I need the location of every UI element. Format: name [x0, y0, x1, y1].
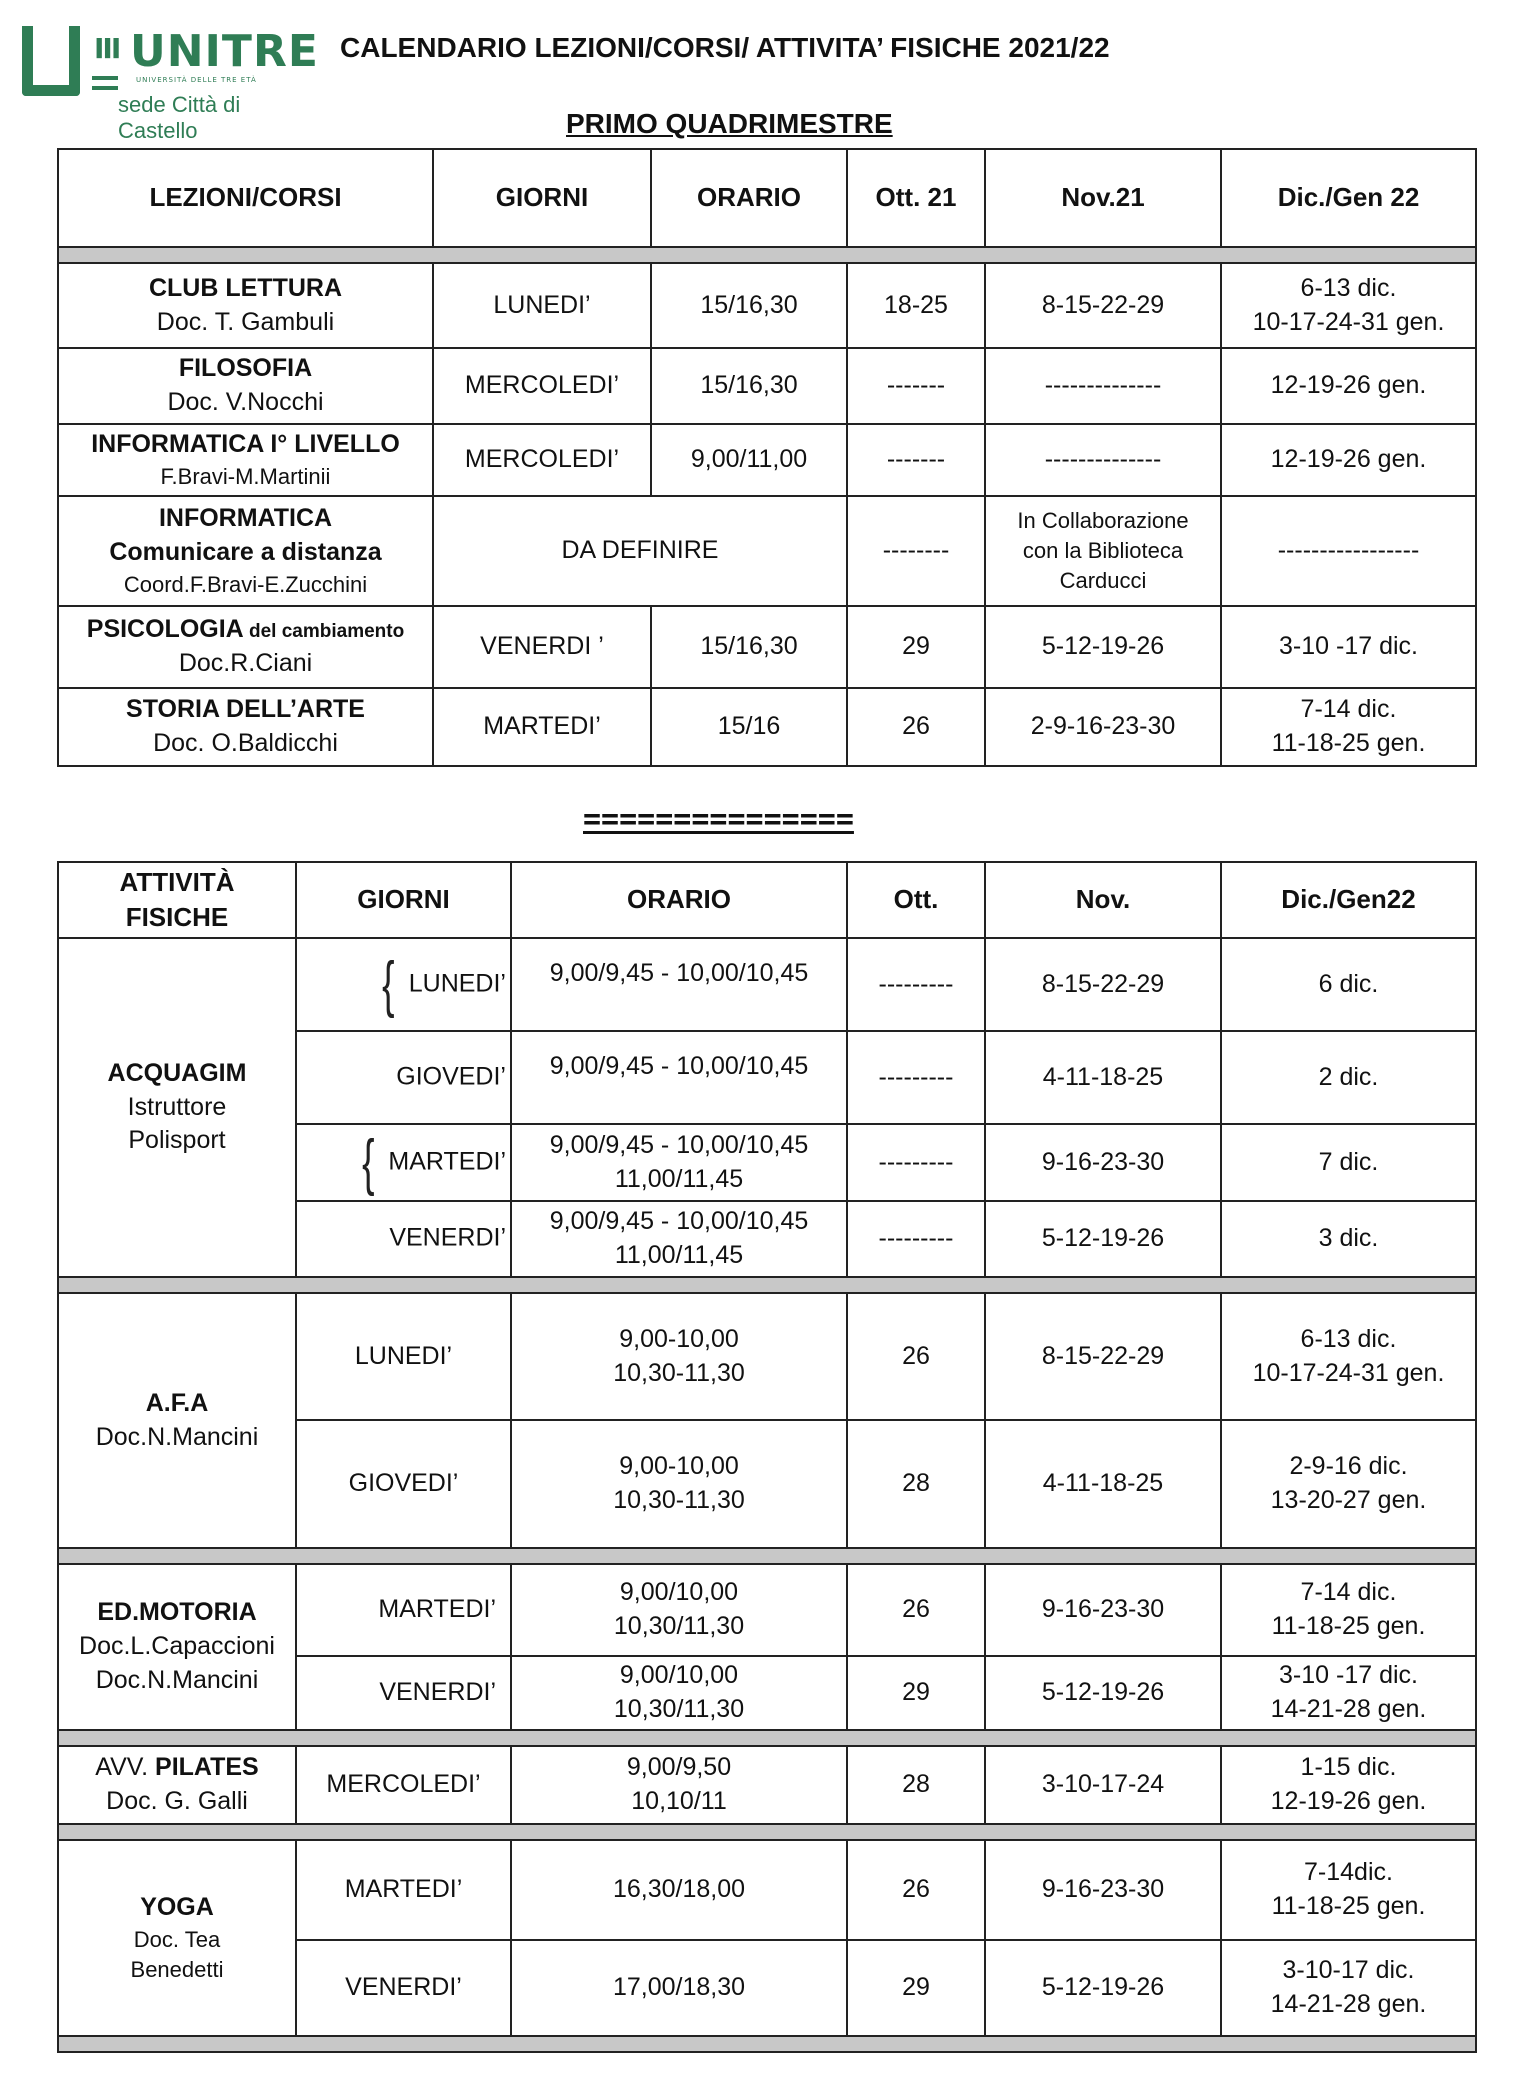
activity-time: 9,00/9,45 - 10,00/10,45	[549, 1130, 809, 1159]
course-oct: -------	[847, 424, 985, 496]
col-header-nov: Nov.21	[985, 149, 1221, 247]
activity-jan: 13-20-27 gen.	[1270, 1486, 1427, 1514]
activity-oct: 26	[847, 1564, 985, 1656]
course-dec: 7-14 dic.	[1300, 695, 1397, 724]
activity-nov: 8-15-22-29	[985, 938, 1221, 1031]
activity-oct: 26	[847, 1840, 985, 1940]
course-teacher: Doc.R.Ciani	[178, 649, 313, 677]
course-time: 15/16,30	[651, 606, 847, 688]
col-header-dec-jan: Dic./Gen 22	[1221, 149, 1476, 247]
activity-dec: 7-14dic.	[1304, 1858, 1393, 1887]
activity-nov: 9-16-23-30	[985, 1840, 1221, 1940]
activity-day: VENERDI’	[296, 1940, 511, 2036]
course-time: 15/16,30	[651, 263, 847, 348]
table-row	[58, 688, 1476, 766]
col-header-courses: LEZIONI/CORSI	[58, 149, 433, 247]
course-teacher: F.Bravi-M.Martinii	[160, 464, 331, 490]
activity-name: A.F.A	[145, 1388, 209, 1417]
activity-time-2: 10,30-11,30	[613, 1486, 745, 1514]
activity-time: 16,30/18,00	[511, 1840, 847, 1940]
separator-row	[58, 1548, 1476, 1564]
table-row	[58, 263, 1476, 348]
activity-dec: 6-13 dic.	[1300, 1324, 1397, 1353]
activity-prefix: AVV.	[95, 1753, 156, 1782]
course-dec: 6-13 dic.	[1300, 273, 1397, 302]
course-nov: 5-12-19-26	[985, 606, 1221, 688]
activity-teacher-2: Benedetti	[130, 1956, 224, 1982]
course-day: VENERDI ’	[433, 606, 651, 688]
course-day: MERCOLEDI’	[433, 348, 651, 424]
activity-dec: 7 dic.	[1221, 1124, 1476, 1201]
activity-time: 9,00/9,45 - 10,00/10,45	[511, 938, 847, 1031]
activity-day: GIOVEDI’	[396, 1062, 506, 1091]
activity-day: LUNEDI’	[296, 1293, 511, 1420]
course-subtitle: Comunicare a distanza	[109, 538, 382, 567]
col-header-days: GIORNI	[433, 149, 651, 247]
activity-teacher: Doc. G. Galli	[106, 1787, 248, 1815]
activity-day: MARTEDI’	[388, 1147, 506, 1176]
activity-teacher-2: Doc.N.Mancini	[95, 1665, 259, 1694]
col-header-dec-jan: Dic./Gen22	[1221, 862, 1476, 938]
course-name: CLUB LETTURA	[148, 273, 343, 302]
course-teacher: Doc. T. Gambuli	[156, 307, 335, 336]
activity-nov: 4-11-18-25	[985, 1031, 1221, 1124]
activity-time: 9,00-10,00	[619, 1452, 739, 1481]
separator-row	[58, 1824, 1476, 1840]
document-title: CALENDARIO LEZIONI/CORSI/ ATTIVITA’ FISICHE 2021/22	[340, 32, 1110, 63]
col-header-time: ORARIO	[651, 149, 847, 247]
activity-nov: 5-12-19-26	[985, 1940, 1221, 2036]
course-dec-jan: -----------------	[1221, 496, 1476, 606]
course-oct: 29	[847, 606, 985, 688]
activity-dec: 2 dic.	[1221, 1031, 1476, 1124]
activity-dec: 3-10 -17 dic.	[1279, 1661, 1418, 1690]
course-oct: 26	[847, 688, 985, 766]
col-header-oct: Ott.	[847, 862, 985, 938]
col-header-nov: Nov.	[985, 862, 1221, 938]
activity-jan: 12-19-26 gen.	[1270, 1787, 1427, 1815]
course-nov: --------------	[985, 424, 1221, 496]
logo-u-mark	[22, 26, 80, 96]
activity-day: LUNEDI’	[408, 969, 506, 998]
activity-time: 9,00/9,45 - 10,00/10,45	[511, 1031, 847, 1124]
course-nov: --------------	[985, 348, 1221, 424]
course-dec-jan: 12-19-26 gen.	[1221, 424, 1476, 496]
course-teacher: Doc. O.Baldicchi	[153, 729, 338, 757]
section-separator: ===============	[583, 802, 854, 837]
col-header-activity: ATTIVITÀ	[119, 866, 235, 897]
activity-time-2: 10,30/11,30	[613, 1695, 745, 1723]
activity-oct: 28	[847, 1746, 985, 1824]
course-nov-note-3: Carducci	[1059, 567, 1147, 593]
activity-day: MERCOLEDI’	[296, 1746, 511, 1824]
activity-line-2: Istruttore	[127, 1092, 227, 1121]
logo-name: UNITRE	[130, 26, 319, 77]
section-title: PRIMO QUADRIMESTRE	[566, 108, 893, 139]
table-row	[58, 496, 1476, 606]
course-jan: 11-18-25 gen.	[1271, 729, 1426, 757]
activity-jan: 14-21-28 gen.	[1270, 1990, 1427, 2018]
activity-name: ED.MOTORIA	[97, 1598, 257, 1627]
logo-tagline: UNIVERSITÀ DELLE TRE ETÀ	[136, 76, 257, 84]
activity-nov: 5-12-19-26	[985, 1201, 1221, 1277]
activity-line-3: Polisport	[128, 1126, 226, 1155]
course-name: INFORMATICA	[158, 504, 333, 533]
table-row	[58, 1840, 1476, 1940]
course-dec-jan: 12-19-26 gen.	[1221, 348, 1476, 424]
activity-oct: ---------	[847, 1031, 985, 1124]
table-header-row	[58, 862, 1476, 938]
course-oct: --------	[847, 496, 985, 606]
course-name: INFORMATICA I° LIVELLO	[91, 430, 400, 459]
course-day: MERCOLEDI’	[433, 424, 651, 496]
activity-dec: 2-9-16 dic.	[1289, 1452, 1408, 1481]
activity-nov: 8-15-22-29	[985, 1293, 1221, 1420]
activity-day: MARTEDI’	[296, 1840, 511, 1940]
activity-day: VENERDI’	[296, 1656, 511, 1730]
activities-table	[57, 861, 1477, 2053]
course-jan: 10-17-24-31 gen.	[1252, 307, 1445, 336]
col-header-activity-2: FISICHE	[125, 902, 229, 932]
separator-row	[58, 1730, 1476, 1746]
course-name: FILOSOFIA	[178, 354, 313, 383]
course-oct: -------	[847, 348, 985, 424]
brace-icon: {	[382, 949, 395, 1019]
course-day: LUNEDI’	[433, 263, 651, 348]
table-row	[58, 424, 1476, 496]
activity-teacher: Doc.N.Mancini	[95, 1422, 259, 1451]
brace-icon: {	[361, 1127, 375, 1197]
course-nov-note-1: In Collaborazione	[1017, 508, 1189, 534]
activity-time: 9,00/10,00	[619, 1578, 739, 1607]
activity-dec: 3-10-17 dic.	[1282, 1956, 1415, 1985]
activity-time: 17,00/18,30	[511, 1940, 847, 2036]
course-time: 9,00/11,00	[651, 424, 847, 496]
logo-bars: III	[94, 32, 120, 65]
activity-day: MARTEDI’	[296, 1564, 511, 1656]
table-row	[58, 938, 1476, 1031]
separator-row	[58, 247, 1476, 263]
col-header-time: ORARIO	[511, 862, 847, 938]
table-header-row	[58, 149, 1476, 247]
course-teacher: Doc. V.Nocchi	[167, 388, 324, 416]
activity-oct: 29	[847, 1656, 985, 1730]
course-nov-note-2: con la Biblioteca	[1022, 538, 1184, 564]
course-name: PSICOLOGIA	[86, 615, 244, 644]
activity-time-2: 10,30-11,30	[613, 1358, 745, 1387]
course-teacher: Coord.F.Bravi-E.Zucchini	[123, 571, 368, 597]
activity-nov: 3-10-17-24	[985, 1746, 1221, 1824]
course-time: 15/16,30	[651, 348, 847, 424]
activity-oct: 26	[847, 1293, 985, 1420]
activity-name: PILATES	[155, 1753, 259, 1782]
logo-lines	[92, 76, 118, 96]
course-name-suffix: del cambiamento	[243, 621, 405, 643]
lessons-table	[57, 148, 1477, 767]
logo-sede: sede Città di Castello	[118, 92, 241, 143]
course-dec: 3-10 -17 dic.	[1221, 606, 1476, 688]
activity-time-2: 11,00/11,45	[614, 1164, 744, 1193]
activity-nov: 9-16-23-30	[985, 1564, 1221, 1656]
table-row	[58, 1746, 1476, 1824]
activity-time-2: 11,00/11,45	[614, 1241, 744, 1269]
activity-oct: ---------	[847, 1201, 985, 1277]
course-nov: 2-9-16-23-30	[985, 688, 1221, 766]
activity-time: 9,00/9,50	[626, 1753, 732, 1782]
activity-oct: ---------	[847, 1124, 985, 1201]
course-day-time: DA DEFINIRE	[433, 496, 847, 606]
table-row	[58, 348, 1476, 424]
activity-nov: 9-16-23-30	[985, 1124, 1221, 1201]
activity-oct: 28	[847, 1420, 985, 1548]
activity-oct: ---------	[847, 938, 985, 1031]
col-header-days: GIORNI	[296, 862, 511, 938]
activity-nov: 5-12-19-26	[985, 1656, 1221, 1730]
activity-name: ACQUAGIM	[107, 1058, 247, 1087]
activity-day: GIOVEDI’	[296, 1420, 511, 1548]
activity-dec: 6 dic.	[1221, 938, 1476, 1031]
unitre-logo	[22, 26, 322, 143]
col-header-oct: Ott. 21	[847, 149, 985, 247]
activity-dec: 3 dic.	[1221, 1201, 1476, 1277]
course-nov: 8-15-22-29	[985, 263, 1221, 348]
activity-jan: 11-18-25 gen.	[1271, 1612, 1426, 1640]
activity-dec: 1-15 dic.	[1300, 1753, 1397, 1782]
activity-day: VENERDI’	[389, 1223, 506, 1252]
course-day: MARTEDI’	[433, 688, 651, 766]
activity-name: YOGA	[140, 1893, 214, 1922]
separator-row	[58, 1277, 1476, 1293]
activity-teacher: Doc. Tea	[133, 1927, 221, 1953]
activity-dec: 7-14 dic.	[1300, 1578, 1397, 1607]
course-name: STORIA DELL’ARTE	[126, 695, 365, 724]
course-oct: 18-25	[847, 263, 985, 348]
activity-jan: 11-18-25 gen.	[1271, 1892, 1426, 1920]
course-time: 15/16	[651, 688, 847, 766]
activity-jan: 14-21-28 gen.	[1270, 1695, 1427, 1723]
activity-time: 9,00-10,00	[619, 1324, 739, 1353]
activity-oct: 29	[847, 1940, 985, 2036]
table-row	[58, 1293, 1476, 1420]
activity-time-2: 10,10/11	[631, 1787, 727, 1815]
activity-time-2: 10,30/11,30	[613, 1612, 745, 1640]
activity-teacher: Doc.L.Capaccioni	[79, 1632, 275, 1661]
table-row	[58, 1564, 1476, 1656]
activity-nov: 4-11-18-25	[985, 1420, 1221, 1548]
activity-jan: 10-17-24-31 gen.	[1252, 1358, 1445, 1387]
table-row	[58, 606, 1476, 688]
separator-row	[58, 2036, 1476, 2052]
activity-time: 9,00/9,45 - 10,00/10,45	[549, 1207, 809, 1236]
activity-time: 9,00/10,00	[619, 1661, 739, 1690]
